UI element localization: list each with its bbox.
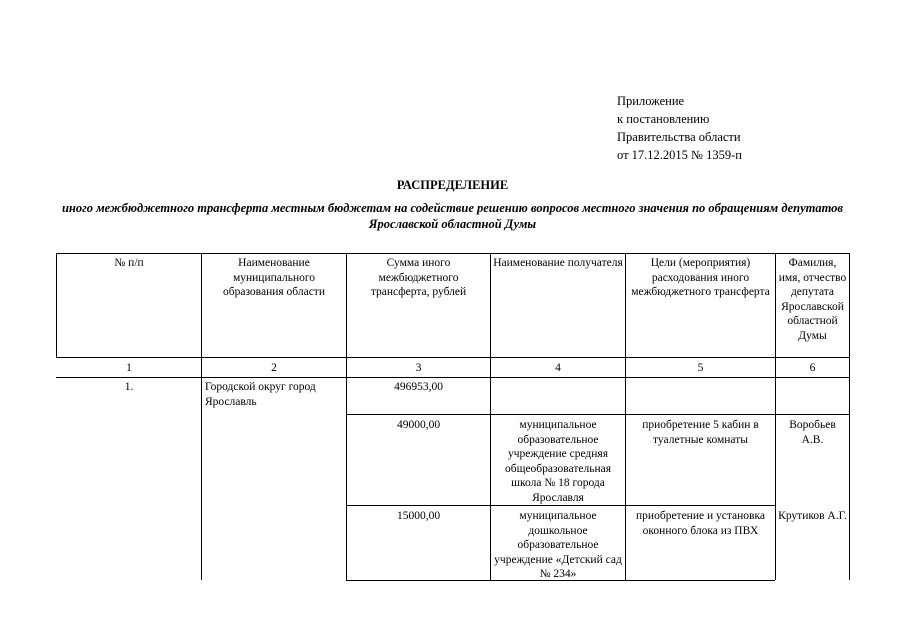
header-deputy: Фамилия, имя, отчество депутата Ярославской областной Думы [778,257,847,342]
appendix-line-3: Правительства области [617,130,741,144]
group-municipality: Городской округ город Ярославль [205,381,316,408]
col-border-6 [849,253,850,580]
appendix-line-2: к постановлению [617,112,710,126]
column-number-1: 1 [126,362,132,374]
column-number-2: 2 [271,362,277,374]
row-2-deputy: Крутиков А.Г. [778,510,847,522]
appendix-block [617,92,742,164]
row-1-amount: 49000,00 [396,419,441,431]
appendix-line-4: от 17.12.2015 № 1359-п [617,148,742,162]
header-amount: Сумма иного межбюджетного трансферта, рублей [370,257,467,298]
row-2-recipient: муниципальное дошкольное образовательное учреждение «Детский сад № 234» [494,510,622,580]
column-number-4: 4 [555,362,561,374]
header-number: № п/п [114,257,144,269]
row-2-amount: 15000,00 [396,510,441,522]
header-municipality: Наименование муниципального образования области [223,257,325,298]
column-number-5: 5 [697,362,704,374]
row-1-deputy: Воробьев А.В. [789,419,836,446]
header-recipient: Наименование получателя [493,257,623,269]
row-1-purpose: приобретение 5 кабин в туалетные комнаты [642,419,759,446]
document-title: РАСПРЕДЕЛЕНИЕ [396,178,509,192]
header-purpose: Цели (мероприятия) расходования иного межбюджетного трансферта [631,257,770,298]
table-border-top [56,253,850,254]
header-divider [56,357,850,358]
column-number-3: 3 [415,362,422,374]
column-number-6: 6 [809,362,816,374]
group-total-amount: 496953,00 [394,381,443,393]
row-1-recipient: муниципальное образовательное учреждение средняя общеобразовательная школа № 18 города Ярославля [505,419,611,504]
row-2-purpose: приобретение и установка оконного блока из ПВХ [636,510,765,537]
col-border-1 [201,253,202,580]
document-subtitle: иного межбюджетного трансферта местным бюджетам на содействие решению вопросов местного значения по обращениям депутатов Ярославской областной Думы [61,201,843,231]
number-row-divider [56,377,850,378]
group-number: 1. [124,381,134,393]
appendix-line-1: Приложение [617,94,685,108]
